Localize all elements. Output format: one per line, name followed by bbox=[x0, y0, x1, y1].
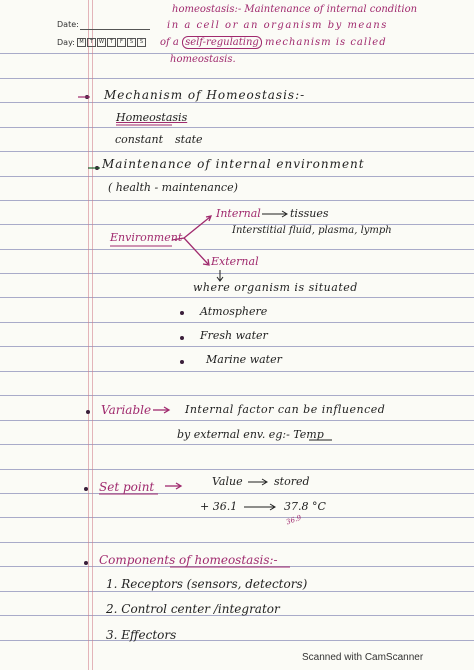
branch-arrow-down bbox=[184, 238, 208, 264]
value-36-1: + 36.1 bbox=[200, 500, 238, 513]
environment-label: Environment bbox=[110, 231, 183, 244]
scanner-watermark: Scanned with CamScanner bbox=[302, 652, 424, 663]
constant-word: constant bbox=[115, 133, 163, 146]
set-point-term: Set point bbox=[99, 480, 155, 494]
variable-def-1: Internal factor can be influenced bbox=[185, 403, 386, 416]
components-heading: Components of homeostasis:- bbox=[99, 553, 278, 567]
branch-arrow-up bbox=[172, 217, 210, 240]
variable-term: Variable bbox=[101, 403, 152, 417]
state-word: state bbox=[175, 133, 203, 146]
atmosphere-item: Atmosphere bbox=[200, 305, 268, 318]
day-box: S bbox=[127, 38, 136, 47]
intro-line-1: homeostasis:- Maintenance of internal condition bbox=[172, 4, 418, 15]
self-regulating-box: self-regulating bbox=[182, 36, 262, 49]
internal-label: Internal bbox=[216, 207, 261, 220]
intro-line-3a: of a bbox=[160, 37, 179, 48]
tissues-label: tissues bbox=[290, 207, 329, 220]
where-line: where organism is situated bbox=[193, 281, 358, 294]
value-label: Value bbox=[212, 475, 243, 488]
intro-line-2: in a cell or an organism by means bbox=[167, 20, 388, 31]
day-box: T bbox=[87, 38, 96, 47]
homeostasis-term: Homeostasis bbox=[116, 111, 188, 124]
maintenance-line: Maintenance of internal environment bbox=[102, 157, 365, 171]
day-label: Day: bbox=[57, 38, 75, 47]
day-box: S bbox=[137, 38, 146, 47]
variable-def-2: by external env. eg:- Temp bbox=[177, 428, 324, 441]
day-box: F bbox=[117, 38, 126, 47]
mechanism-heading: Mechanism of Homeostasis:- bbox=[104, 88, 306, 102]
fresh-water-item: Fresh water bbox=[200, 329, 268, 342]
date-label: Date: bbox=[57, 20, 79, 29]
external-label: External bbox=[211, 255, 259, 268]
component-1: 1. Receptors (sensors, detectors) bbox=[106, 577, 308, 591]
value-37-8: 37.8 °C bbox=[284, 500, 326, 513]
component-3: 3. Effectors bbox=[106, 628, 177, 642]
day-box: T bbox=[107, 38, 116, 47]
health-maintenance: ( health - maintenance) bbox=[108, 181, 238, 194]
day-box: M bbox=[77, 38, 86, 47]
interstitial-label: Interstitial fluid, plasma, lymph bbox=[232, 225, 392, 236]
component-2: 2. Control center /integrator bbox=[106, 602, 280, 616]
day-box: W bbox=[97, 38, 106, 47]
marine-water-item: Marine water bbox=[206, 353, 282, 366]
stored-label: stored bbox=[274, 475, 310, 488]
intro-line-4: homeostasis. bbox=[170, 54, 236, 65]
intro-line-3b: mechanism is called bbox=[264, 37, 387, 48]
small-note: 36.9 bbox=[285, 513, 303, 527]
